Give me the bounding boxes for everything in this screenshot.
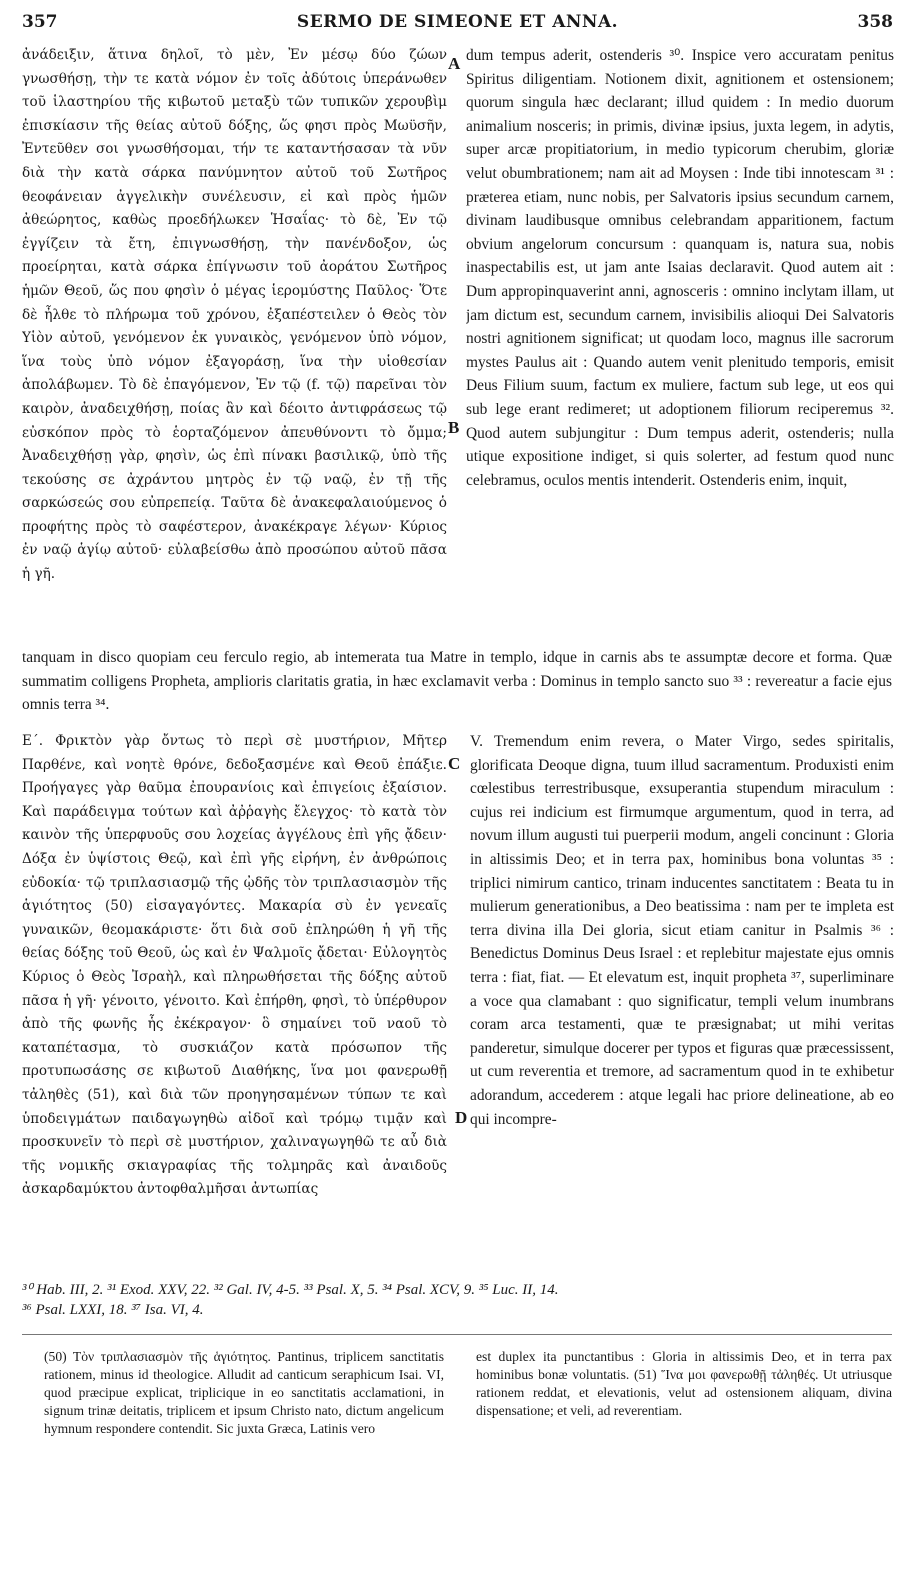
margin-letter-b: B — [448, 418, 460, 437]
right-page-number: 358 — [857, 12, 893, 32]
latin-paragraph-b: V. Tremendum enim revera, o Mater Virgo, sedes spiritalis, glorificata Deoque digna, tuum illud sacramentum. Produxisti enim cœlestibus terrestribusque, exsuperantia stupendum miraculum : cujus rei indicium est firmumque argumentum, quod in terra, ad novum illum augusti tui puerperii modum, angeli concinunt : Gloria in altissimis Deo; et in terra pax, hominibus bona voluntas ³⁵ : triplici nimirum cantico, trinam inducentes sanctitatem : Beata tu in mulierum generationibus, a Deo beatissima : nam per te impleta est terra divina illa Dei gloria, sicut etiam canitur in Psalmis ³⁶ : Benedictus Dominus Deus Israel : et replebitur majestate ejus omnis terra : fiat, fiat. — Et elevatum est, inquit propheta ³⁷, superliminare a voce qua clamabant : quo significatur, templi velum inumbrans coram arca testamenti, quæ te præsignabat; ut mihi veritas panderetur, simulque docerer per typos et figuras quæ præcessissent, ut cum reverentia et tremore, ad sacramentum quod in te exhibetur adorandum, accederem : atque legali hac priore delineatione, ab eo qui incompre- — [470, 733, 894, 1128]
greek-paragraph-b: Ε΄. Φρικτὸν γὰρ ὄντως τὸ περὶ σὲ μυστήριον, Μῆτερ Παρθένε, καὶ νοητὲ θρόνε, δεδοξασμένε καὶ Θεοῦ ἐπάξιε. Προήγαγες γὰρ θαῦμα ἐπουρανίοις καὶ ἐπιγείοις ἐξαίσιον. Καὶ παράδειγμα τούτων καὶ ἀῤῥαγὴς ἔλεγχος· τὸ κατὰ τὸν καινὸν τῆς ὑπερφυοῦς σου λοχείας ἀγγέλους ἐπὶ γῆς ᾄδειν· Δόξα ἐν ὑψίστοις Θεῷ, καὶ ἐπὶ γῆς εἰρήνη, ἐν ἀνθρώποις εὐδοκία· τῷ τριπλασιασμῷ τῆς ᾠδῆς τὸν τριπλασιασμὸν τῆς ἁγιότητος (50) εἰσαγαγόντες. Μακαρία σὺ ἐν γενεαῖς γυναικῶν, θεομακάριστε· ὅτι διὰ σοῦ ἐπληρώθη ἡ γῆ τῆς θείας δόξης τοῦ Θεοῦ, ὡς καὶ ἐν Ψαλμοῖς ᾄδεται· Εὐλογητὸς Κύριος ὁ Θεὸς Ἰσραὴλ, καὶ πληρωθήσεται τῆς δόξης αὐτοῦ πᾶσα ἡ γῆ· γένοιτο, γένοιτο. Καὶ ἐπήρθη, φησὶ, τὸ ὑπέρθυρον ἀπὸ τῆς φωνῆς ἧς ἐκέκραγον· ὃ σημαίνει τοῦ ναοῦ τὸ καταπέτασμα, τὸ συσκιάζον κατὰ πρόσωπον τῆς προτυπωσάσης σε κιβωτοῦ Διαθήκης, ἵνα μοι φανερωθῇ τἀληθὲς (51), καὶ διὰ τῶν προηγησαμένων τύπων τε καὶ ὑποδειγμάτων παιδαγωγηθὼ αἰδοῖ καὶ τρόμῳ τιμᾷν καὶ προσκυνεῖν τὸ περὶ σὲ μυστήριον, χαλιναγωγηθῶ τε αὖ διὰ τῆς νομικῆς σκιαγραφίας τῆς τολμηρᾶς καὶ ἀναιδοῦς ἀσκαρδαμύκτου ἀντοφθαλμῆσαι ἀντωπίας — [22, 733, 447, 1198]
left-page-number: 357 — [22, 12, 58, 32]
footnote-divider — [22, 1334, 892, 1335]
latin-column-upper — [466, 44, 894, 636]
scripture-references — [22, 1280, 892, 1320]
margin-letter-c: C — [448, 754, 461, 773]
latin-full-paragraph: tanquam in disco quopiam ceu ferculo regio, ab intemerata tua Matre in templo, idque in carnis abs te assumptæ decore et forma. Quæ summatim colligens Propheta, amplioris claritatis gratia, in hæc exclamavit verba : Dominus in templo sancto suo ³³ : revereatur a facie ejus omnis terra ³⁴. — [22, 649, 892, 714]
footnote-50 — [44, 1348, 444, 1528]
greek-column-upper — [22, 44, 447, 636]
margin-letter-a: A — [448, 54, 461, 73]
footnote-51-text: est duplex ita punctantibus : Gloria in altissimis Deo, et in terra pax hominibus bonæ voluntatis. (51) Ἵνα μοι φανερωθῇ τἀληθές. Ut utriusque rationem reddat, et elevationis, velut ad ostensionem aliquam, divina dispensatione; et veli, ad reverentiam. — [476, 1349, 892, 1418]
references-line-1: ³⁰ Hab. III, 2. ³¹ Exod. XXV, 22. ³² Gal. IV, 4-5. ³³ Psal. X, 5. ³⁴ Psal. XCV, 9. ³⁵ Luc. II, 14. — [22, 1282, 559, 1298]
running-title: SERMO DE SIMEONE ET ANNA. — [296, 12, 619, 32]
greek-column-lower — [22, 730, 447, 1262]
latin-full-width — [22, 646, 892, 718]
footnote-51 — [476, 1348, 892, 1468]
footnote-50-text: (50) Τὸν τριπλασιασμὸν τῆς ἁγιότητος. Pantinus, triplicem sanctitatis rationem, minus id theologice. Alludit ad canticum seraphicum Isai. VI, quod præcipue explicat, triplicique in eo sanctitatis acclamationi, in signum trinæ deitatis, triplicem et ipsum Christo nato, dictum angelicum hymnum respondere contendit. Sic juxta Græca, Latinis vero — [44, 1349, 444, 1436]
greek-paragraph-a: ἀνάδειξιν, ἅτινα δηλοῖ, τὸ μὲν, Ἐν μέσῳ δύο ζώων γνωσθήσῃ, τὴν τε κατὰ νόμον ἐν τοῖς ἀδύτοις ὑπεράνωθεν τοῦ ἱλαστηρίου τῆς κιβωτοῦ μεταξὺ τῶν τυπικῶν χερουβὶμ ἐπισκίασιν τῆς θείας αὐτοῦ δόξης, ὥς φησι πρὸς Μωϋσῆν, Ἐντεῦθεν σοι γνωσθήσομαι, τήν τε καταντήσασαν τὰ νῦν διὰ τὴν κατὰ σάρκα πανύμνητον αὐτοῦ τοῦ Σωτῆρος θεοφάνειαν ἀγγελικὴν συνέλευσιν, εἰ καὶ πρὸς ἡμῶν ἀθεώρητος, καθὼς προεδήλωκεν Ἡσαΐας· τὸ δὲ, Ἐν τῷ ἐγγίζειν τὰ ἔτη, ἐπιγνωσθήσῃ, τὴν πανένδοξον, ὡς προείρηται, κατὰ σάρκα ἐπίγνωσιν τοῦ ἀοράτου Σωτῆρος ἡμῶν Θεοῦ, ὥς που φησὶν ὁ μέγας ἱερομύστης Παῦλος· Ὅτε δὲ ἦλθε τὸ πλήρωμα τοῦ χρόνου, ἐξαπέστειλεν ὁ Θεὸς τὸν Υἱὸν αὐτοῦ, γενόμενον ἐκ γυναικὸς, γενόμενον ὑπὸ νόμον, ἵνα τοὺς ὑπὸ νόμον ἐξαγοράσῃ, ἵνα τὴν υἱοθεσίαν ἀπολάβωμεν. Τὸ δὲ ἐπαγόμενον, Ἐν τῷ (f. τῷ) παρεῖναι τὸν καιρὸν, ἀναδειχθήσῃ, ποίας ἂν καὶ δέοιτο ἀντιφράσεως τῷ εὐσκόπον πρὸς τὸ ἑορταζόμενον ἀπευθύνοντι τὸ ὄμμα; Ἀναδειχθήσῃ γὰρ, φησὶν, ὡς ἐπὶ πίνακι βασιλικῷ, ὑπὸ τῆς τεκούσης σε ἀχράντου μητρὸς ἐν τῷ ναῷ, ἐν τῇ τῆς σαρκώσεώς σου εὐπρεπείᾳ. Ταῦτα δὲ ἀνακεφαλαιούμενος ὁ προφήτης πρὸς τὸ σαφέστερον, ἀνακέκραγε λέγων· Κύριος ἐν ναῷ ἁγίῳ αὐτοῦ· εὐλαβείσθω ἀπὸ προσώπου αὐτοῦ πᾶσα ἡ γῆ. — [22, 47, 447, 583]
margin-letter-d: D — [455, 1108, 468, 1127]
references-line-2: ³⁶ Psal. LXXI, 18. ³⁷ Isa. VI, 4. — [22, 1302, 204, 1318]
latin-paragraph-a: dum tempus aderit, ostenderis ³⁰. Inspice vero accuratam penitus Spiritus diligentiam. Notionem dixit, agnitionem et ostensionem; quorum singula hæc declarant; illud quidem : In medio duorum animalium nosceris; in primis, divinæ ipsius, juxta legem, in adytis, super arcæ propitiatorium, in medio typicorum cherubim, gloriæ velut obumbrationem; nam ait ad Moysen : Inde tibi innotescam ³¹ : præterea etiam, nunc nobis, per Salvatoris ipsius secundum carnem, divinam laudibusque omnibus celebrandam apparitionem, factum obvium angelorum concursum : quanquam is, natura sua, nobis inaspectabilis est, ut jam ante Isaias declaravit. Quod autem ait : Dum appropinquaverint anni, agnosceris : omnino inclytam illam, ut jam dictum est, secundum carnem, invisibilis alioqui Dei Salvatoris nostri agnitionem significat; ut quodam loco, magnus ille sacrorum mystes Paulus ait : Quando autem venit plenitudo temporis, emisit Deus Filium suum, factum ex muliere, factum sub lege, ut eos qui sub lege erant redimeret; ut adoptionem filiorum reciperemus ³². Quod autem subjungitur : Dum tempus aderit, ostenderis; nulla utique expositione indiget, si quis solerter, ad festum quod nunc celebramus, oculos mentis intenderit. Ostenderis enim, inquit, — [466, 47, 894, 489]
running-header — [22, 8, 893, 36]
latin-column-lower — [470, 730, 894, 1262]
